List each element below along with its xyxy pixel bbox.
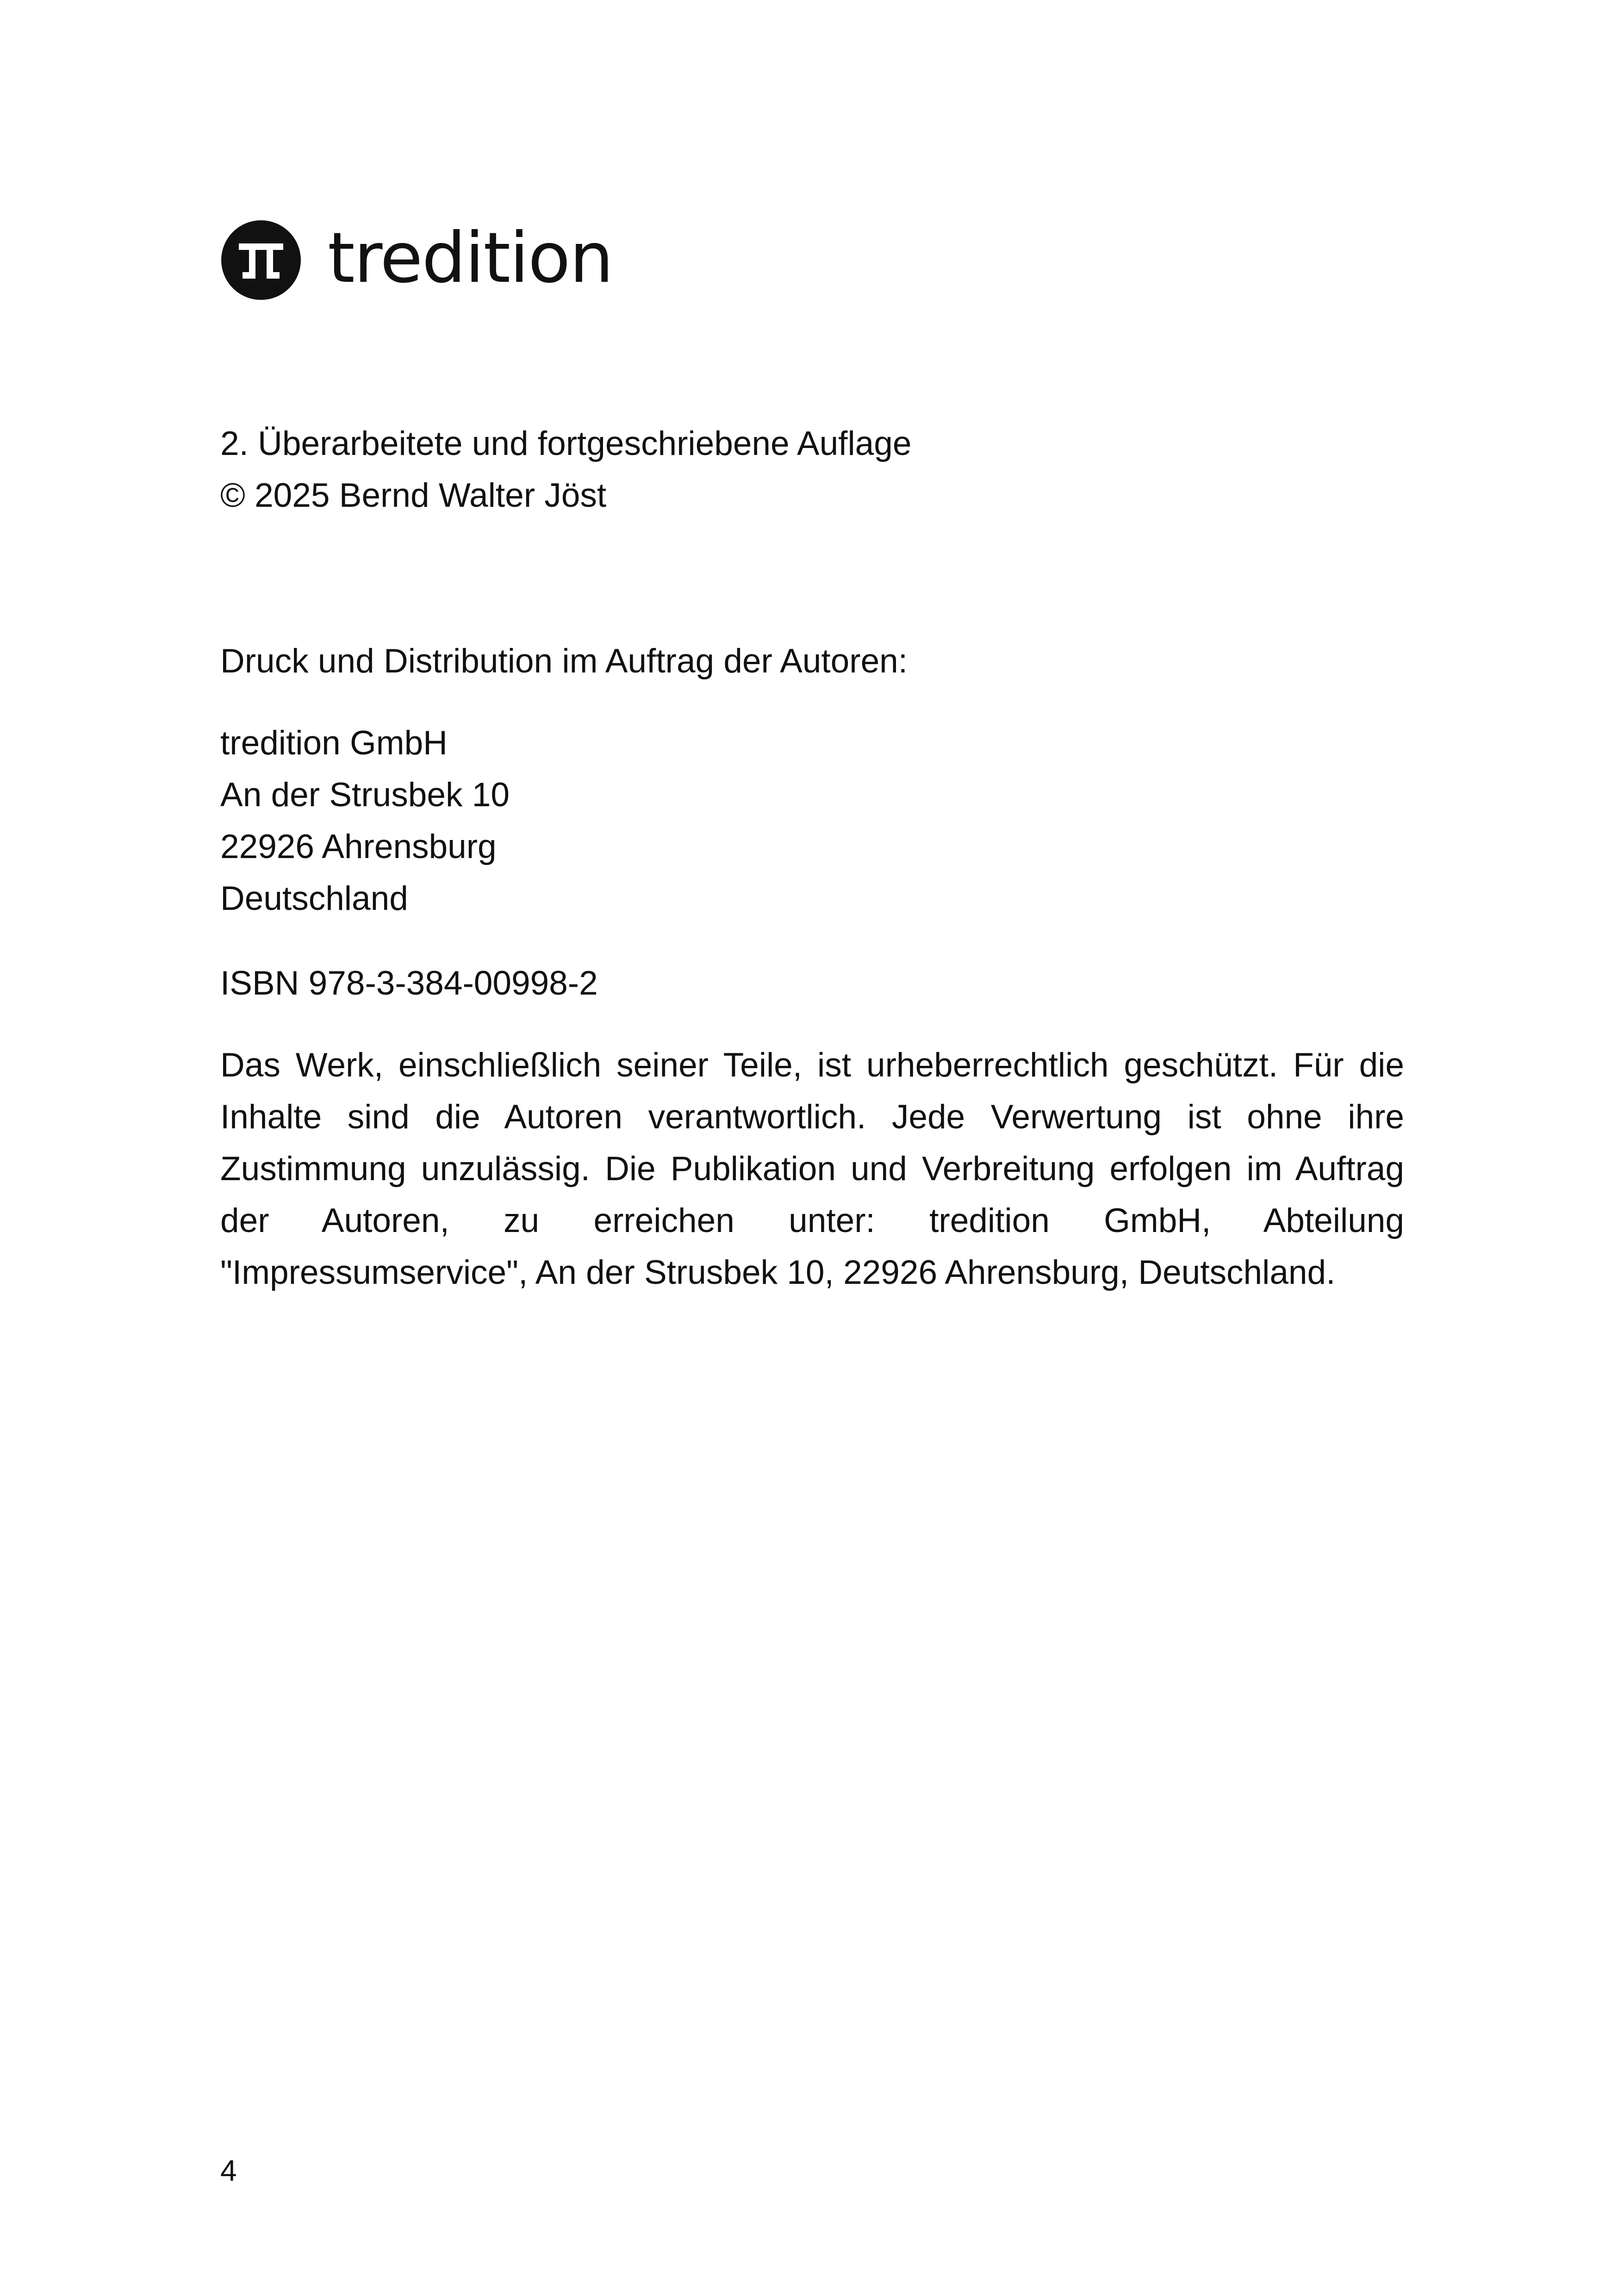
isbn-block <box>220 958 1404 1009</box>
page-number: 4 <box>220 2154 237 2187</box>
printing-label-block <box>220 635 1404 687</box>
legal-notice: Das Werk, einschließlich seiner Teile, ist urheberrechtlich geschützt. Für die Inhalte sind die Autoren verantwortlich. Jede Verwertung ist ohne ihre Zustimmung unzulässig. Die Publikation und Verbreitung erfolgen im Auftrag der Autoren, zu erreichen unter: tredition GmbH, Abteilung "Impressumservice", An der Strusbek 10, 22926 Ahrensburg, Deutschland. <box>220 1046 1404 1291</box>
printing-label: Druck und Distribution im Auftrag der Autoren: <box>220 642 908 680</box>
logo-wordmark: tredition <box>328 218 613 299</box>
publisher-logo <box>221 220 613 300</box>
tredition-logo-icon <box>221 220 301 300</box>
edition-block <box>220 418 1404 522</box>
publisher-name: tredition GmbH <box>220 724 448 762</box>
publisher-street: An der Strusbek 10 <box>220 776 510 814</box>
isbn: ISBN 978-3-384-00998-2 <box>220 964 598 1002</box>
publisher-country: Deutschland <box>220 880 408 917</box>
publisher-address <box>220 717 1404 925</box>
copyright-line: © 2025 Bernd Walter Jöst <box>220 477 607 514</box>
publisher-city: 22926 Ahrensburg <box>220 828 497 865</box>
edition-line: 2. Überarbeitete und fortgeschriebene Auflage <box>220 425 912 462</box>
